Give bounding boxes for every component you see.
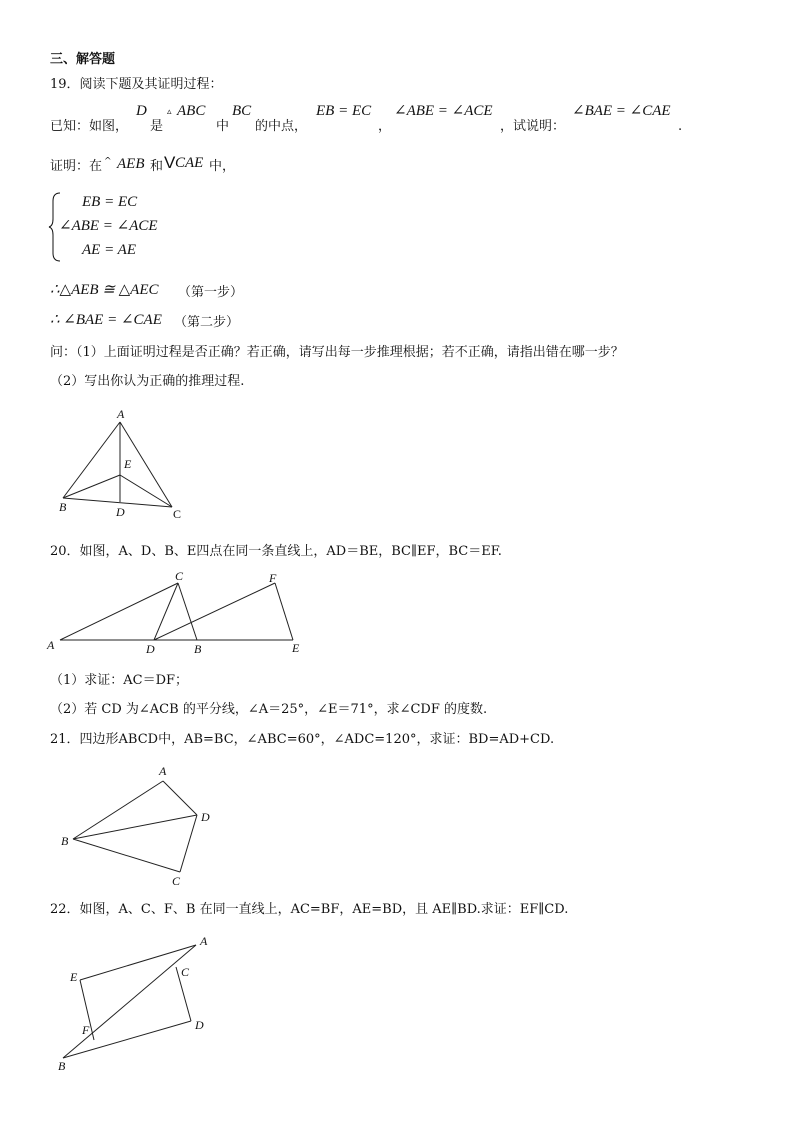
- q19-period: .: [678, 119, 683, 134]
- q21-seg-cb: [73, 839, 180, 872]
- q19-point-d: D: [136, 103, 147, 119]
- q19-step2: ∴ ∠BAE = ∠CAE: [50, 312, 162, 328]
- q19-proof-prefix: 证明：在: [50, 159, 103, 174]
- q19-intro: 19．阅读下题及其证明过程：: [50, 77, 223, 92]
- q20-label-b: B: [194, 642, 202, 656]
- q20-seg-ac: [60, 583, 178, 640]
- q19-cond3: AE = AE: [82, 242, 137, 258]
- q19-step2-note: （第二步）: [174, 315, 240, 330]
- q19-label-b: B: [59, 500, 67, 514]
- q20-seg-fe: [275, 583, 293, 640]
- q19-triangle-abc: ABC: [177, 103, 206, 119]
- q22-label-b: B: [58, 1059, 66, 1073]
- q19-cond-angle: ∠ABE = ∠ACE: [394, 103, 493, 119]
- q21-statement: 21．四边形ABCD中，AB=BC，∠ABC=60°，∠ADC=120°，求证：BD=AD+CD.: [50, 732, 555, 747]
- q22-line-ab: [63, 945, 196, 1058]
- q19-label-d: D: [116, 505, 125, 519]
- q19-comma1: ，: [378, 119, 392, 134]
- q20-seg-df: [154, 583, 275, 640]
- q20-seg-cb: [178, 583, 197, 640]
- q19-seg-ce: [120, 475, 172, 507]
- q19-cond1: EB = EC: [82, 194, 138, 210]
- q19-step1: ∴△AEB ≅ △AEC: [50, 282, 159, 298]
- q19-segment-bc: BC: [232, 103, 252, 119]
- q20-statement: 20．如图，A、D、B、E四点在同一条直线上，AD＝BE，BC∥EF，BC＝EF.: [50, 544, 502, 559]
- q22-figure: [50, 930, 230, 1080]
- q19-is: 是: [150, 119, 164, 134]
- q19-v-symbol: V: [164, 153, 176, 172]
- q19-zhong: 中: [216, 119, 230, 134]
- q19-figure: [55, 405, 195, 525]
- q20-label-c: C: [175, 569, 184, 583]
- q19-comma2: ，试说明：: [500, 119, 566, 134]
- q20-part1: （1）求证：AC＝DF；: [50, 673, 189, 688]
- q21-label-d: D: [201, 810, 210, 824]
- q19-label-e: E: [124, 457, 132, 471]
- q20-label-e: E: [292, 641, 300, 655]
- q19-tri-aeb: AEB: [117, 156, 145, 172]
- q21-label-a: A: [159, 764, 167, 778]
- q20-figure: [45, 568, 315, 658]
- q19-triangle-symbol: ▵: [167, 107, 172, 117]
- q22-label-f: F: [82, 1023, 90, 1037]
- q20-label-f: F: [269, 571, 277, 585]
- q19-cond-eb-ec: EB = EC: [316, 103, 372, 119]
- q19-midpoint: 的中点，: [255, 119, 308, 134]
- q22-label-d: D: [195, 1018, 204, 1032]
- q19-label-c: C: [173, 507, 182, 521]
- q19-tri-cae: CAE: [175, 155, 204, 171]
- q22-label-c: C: [181, 965, 190, 979]
- q19-in: 中，: [209, 159, 236, 174]
- q19-goal: ∠BAE = ∠CAE: [572, 103, 671, 119]
- q19-given-prefix: 已知：如图，: [50, 119, 129, 134]
- q21-seg-dc: [180, 815, 197, 872]
- q22-label-e: E: [70, 970, 78, 984]
- q22-label-a: A: [200, 934, 208, 948]
- q21-label-b: B: [61, 834, 69, 848]
- q19-tri-sym: ^: [104, 157, 112, 167]
- q21-label-c: C: [172, 874, 181, 888]
- q19-and: 和: [150, 159, 164, 174]
- q19-cond2: ∠ABE = ∠ACE: [59, 218, 158, 234]
- q20-seg-cd: [154, 583, 178, 640]
- q20-label-d: D: [146, 642, 155, 656]
- q20-label-a: A: [47, 638, 55, 652]
- q21-seg-ad: [163, 781, 197, 815]
- q19-step1-note: （第一步）: [178, 285, 244, 300]
- q19-question1: 问：（1）上面证明过程是否正确？若正确，请写出每一步推理根据；若不正确，请指出错在哪一步？: [50, 345, 624, 360]
- q21-figure: [55, 760, 230, 890]
- q22-statement: 22．如图，A、C、F、B 在同一直线上，AC=BF，AE=BD，且 AE∥BD.求证：EF∥CD.: [50, 902, 569, 917]
- q20-part2: （2）若 CD 为∠ACB 的平分线，∠A＝25°，∠E＝71°，求∠CDF 的度数.: [50, 702, 488, 717]
- section-title: 三、解答题: [50, 52, 116, 67]
- q19-question2: （2）写出你认为正确的推理过程.: [50, 374, 245, 389]
- q19-label-a: A: [117, 407, 125, 421]
